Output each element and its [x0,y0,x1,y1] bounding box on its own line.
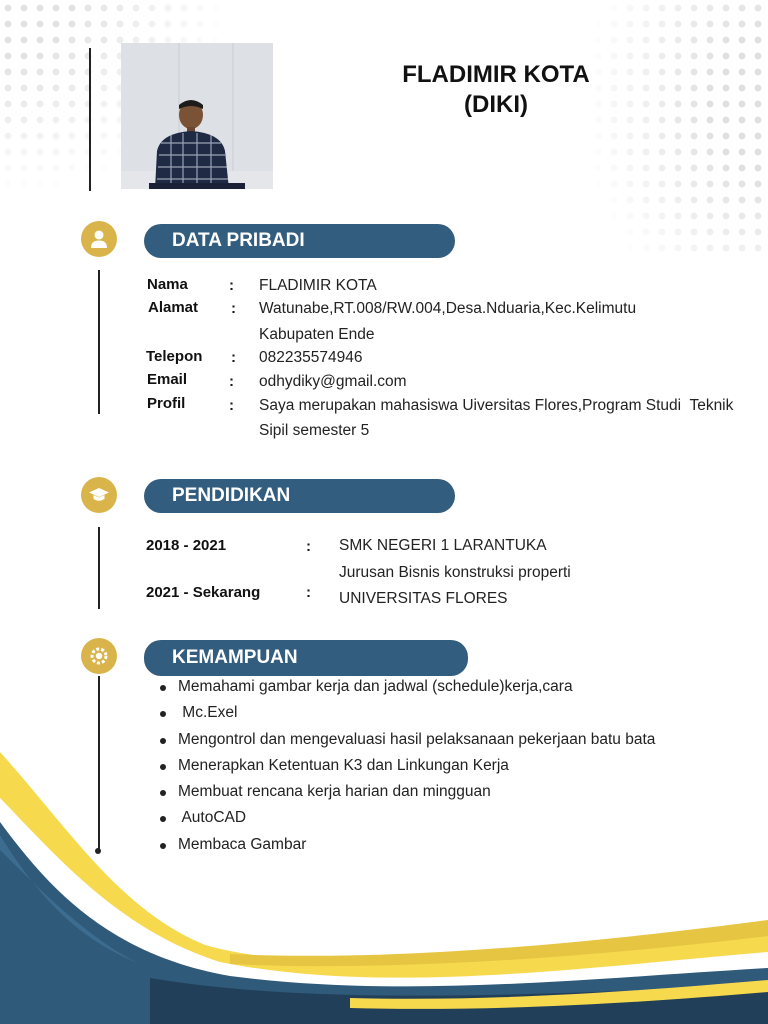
education-detail-1: Jurusan Bisnis konstruksi properti [339,564,571,581]
education-section-title: PENDIDIKAN [144,479,455,513]
address-colon: : [231,300,236,317]
list-item [158,704,655,730]
skills-section-line [98,676,100,852]
address-label: Alamat [148,299,199,316]
candidate-name [300,60,692,120]
email-colon: : [229,373,234,390]
skill-text: Membuat rencana kerja harian dan mingguan [178,783,491,801]
list-item [158,783,655,809]
bullet-icon [160,843,166,849]
profile-photo [121,43,273,189]
name-line-2: (DIKI) [464,91,528,118]
bullet-icon [160,764,166,770]
bullet-icon [160,790,166,796]
bullet-icon [160,685,166,691]
education-colon-1: : [306,538,311,555]
list-item [158,836,655,862]
dot-pattern-right [590,0,768,260]
lightbulb-gear-icon [88,645,110,667]
header-divider-line [89,48,91,191]
graduation-cap-icon [88,484,110,506]
personal-section-title: DATA PRIBADI [144,224,455,258]
skill-text: Membaca Gambar [178,835,307,853]
skills-section-title: KEMAMPUAN [144,640,468,676]
skill-text: Mengontrol dan mengevaluasi hasil pelaksanaan pekerjaan batu bata [178,730,656,748]
phone-label: Telepon [146,348,203,365]
list-item [158,731,655,757]
phone-colon: : [231,349,236,366]
profile-value-line-2: Sipil semester 5 [259,422,370,439]
skills-line-end-dot [95,848,101,854]
address-value-line-2: Kabupaten Ende [259,326,375,343]
bullet-icon [160,738,166,744]
name-value: FLADIMIR KOTA [259,277,377,294]
email-value: odhydiky@gmail.com [259,373,407,390]
skill-text: Mc.Exel [178,704,238,722]
skills-section-badge [81,638,117,674]
skill-text: AutoCAD [178,809,247,827]
skills-list [158,678,655,862]
name-colon: : [229,277,234,294]
person-photo-illustration [121,43,273,189]
profile-value-line-1: Saya merupakan mahasiswa Uiversitas Flores,Program Studi Teknik [259,397,734,414]
skill-text: Menerapkan Ketentuan K3 dan Linkungan Kerja [178,756,509,774]
profile-colon: : [229,397,234,414]
bullet-icon [160,711,166,717]
address-value-line-1: Watunabe,RT.008/RW.004,Desa.Nduaria,Kec.Kelimutu [259,300,637,317]
phone-value: 082235574946 [259,349,363,366]
bullet-icon [160,816,166,822]
list-item [158,678,655,704]
education-school-1: SMK NEGERI 1 LARANTUKA [339,537,547,554]
name-label: Nama [147,276,188,293]
personal-section-line [98,270,100,414]
education-period-1: 2018 - 2021 [146,537,227,554]
list-item [158,809,655,835]
education-school-2: UNIVERSITAS FLORES [339,590,508,607]
name-line-1: FLADIMIR KOTA [402,61,590,88]
skill-text: Memahami gambar kerja dan jadwal (schedule)kerja,cara [178,678,573,695]
personal-section-badge [81,221,117,257]
education-colon-2: : [306,584,311,601]
education-period-2: 2021 - Sekarang [146,584,261,601]
education-section-badge [81,477,117,513]
list-item [158,757,655,783]
profile-label: Profil [147,395,186,412]
education-section-line [98,527,100,609]
email-label: Email [147,371,188,388]
user-icon [88,228,110,250]
